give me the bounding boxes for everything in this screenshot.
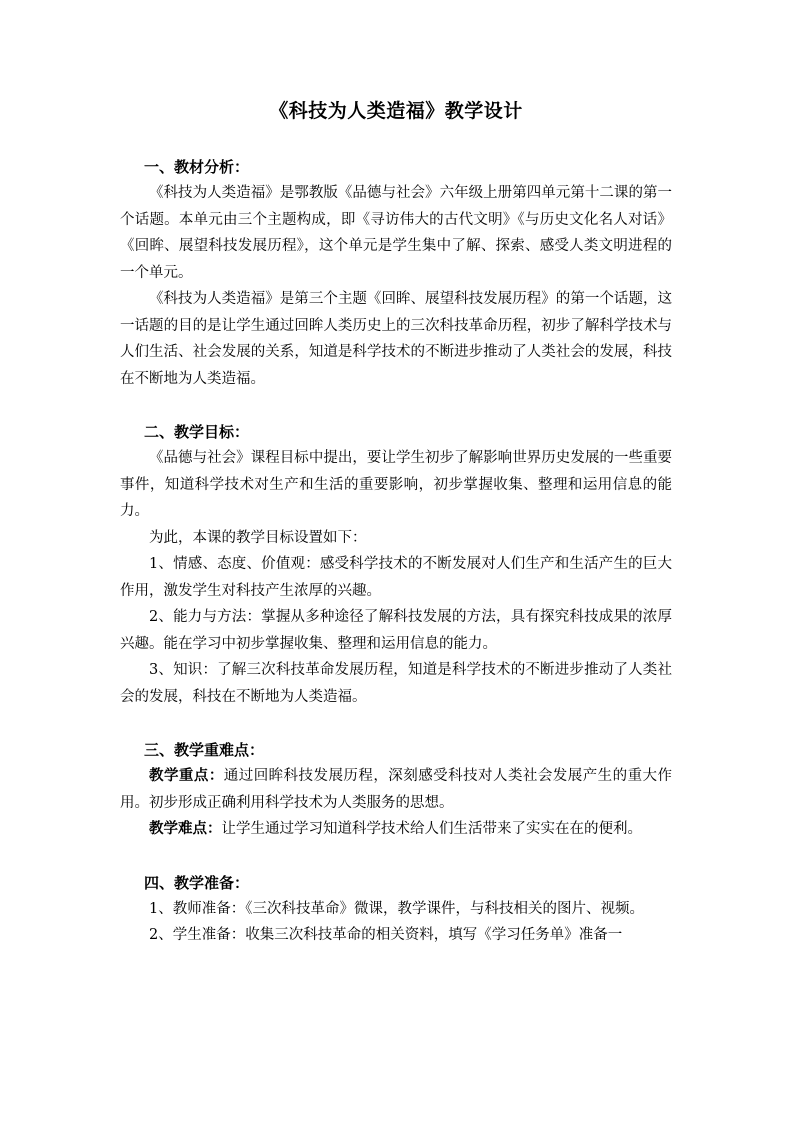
body-paragraph (120, 180, 672, 286)
paragraph-text: 《科技为人类造福》是鄂教版《品德与社会》六年级上册第四单元第十二课的第一个话题。本单元由三个主题构成，即《寻访伟大的古代文明》《与历史文化名人对话》《回眸、展望科技发展历程》，这个单元是学生集中了解、探索、感受人类文明进程的一个单元。 (120, 185, 672, 281)
paragraph-text: 3、知识：了解三次科技革命发展历程，知道是科学技术的不断进步推动了人类社会的发展，科技在不断地为人类造福。 (120, 662, 672, 705)
document-page (120, 92, 672, 949)
body-paragraph (120, 525, 672, 552)
paragraph-text: 通过回眸科技发展历程，深刻感受科技对人类社会发展产生的重大作用。初步形成正确利用科学技术为人类服务的思想。 (120, 768, 672, 811)
section-heading: 三、教学重难点： (144, 741, 265, 759)
document-title: 《科技为人类造福》教学设计 (269, 100, 523, 122)
body-paragraph (120, 286, 672, 392)
body-paragraph (120, 896, 672, 923)
paragraph-text: 1、教师准备：《三次科技革命》微课，教学课件，与科技相关的图片、视频。 (149, 900, 644, 917)
paragraph-text: 《科技为人类造福》是第三个主题《回眸、展望科技发展历程》的第一个话题，这一话题的目的是让学生通过回眸人类历史上的三次科技革命历程，初步了解科学技术与人们生活、社会发展的关系，知道是科学技术的不断进步推动了人类社会的发展，科技在不断地为人类造福。 (120, 291, 672, 387)
section-heading: 二、教学目标： (144, 423, 250, 441)
section-spacer (120, 710, 672, 737)
body-paragraph (120, 657, 672, 710)
body-paragraph (120, 551, 672, 604)
body-paragraph (120, 445, 672, 525)
paragraph-text: 2、学生准备：收集三次科技革命的相关资料，填写《学习任务单》准备一 (149, 927, 623, 943)
document-body (120, 154, 672, 949)
paragraph-lead: 教学难点： (149, 820, 222, 837)
section-heading: 四、教学准备： (144, 873, 250, 892)
paragraph-text: 1、情感、态度、价值观：感受科学技术的不断发展对人们生产和生活产生的巨大作用，激发学生对科技产生浓厚的兴趣。 (120, 556, 672, 599)
paragraph-text: 《品德与社会》课程目标中提出，要让学生初步了解影响世界历史发展的一些重要事件，知道科学技术对生产和生活的重要影响，初步掌握收集、整理和运用信息的能力。 (120, 450, 672, 519)
body-paragraph (120, 816, 672, 843)
paragraph-lead: 教学重点： (149, 767, 224, 784)
paragraph-text: 为此，本课的教学目标设置如下： (149, 529, 367, 546)
body-paragraph (120, 604, 672, 657)
paragraph-text: 让学生通过学习知道科学技术给人们生活带来了实实在在的便利。 (221, 821, 642, 837)
body-paragraph (120, 922, 672, 949)
paragraph-text: 2、能力与方法：掌握从多种途径了解科技发展的方法，具有探究科技成果的浓厚兴趣。能在学习中初步掌握收集、整理和运用信息的能力。 (120, 609, 672, 652)
section-spacer (120, 392, 672, 419)
body-paragraph (120, 763, 672, 816)
section-spacer (120, 843, 672, 870)
section-heading: 一、教材分析： (144, 158, 250, 176)
